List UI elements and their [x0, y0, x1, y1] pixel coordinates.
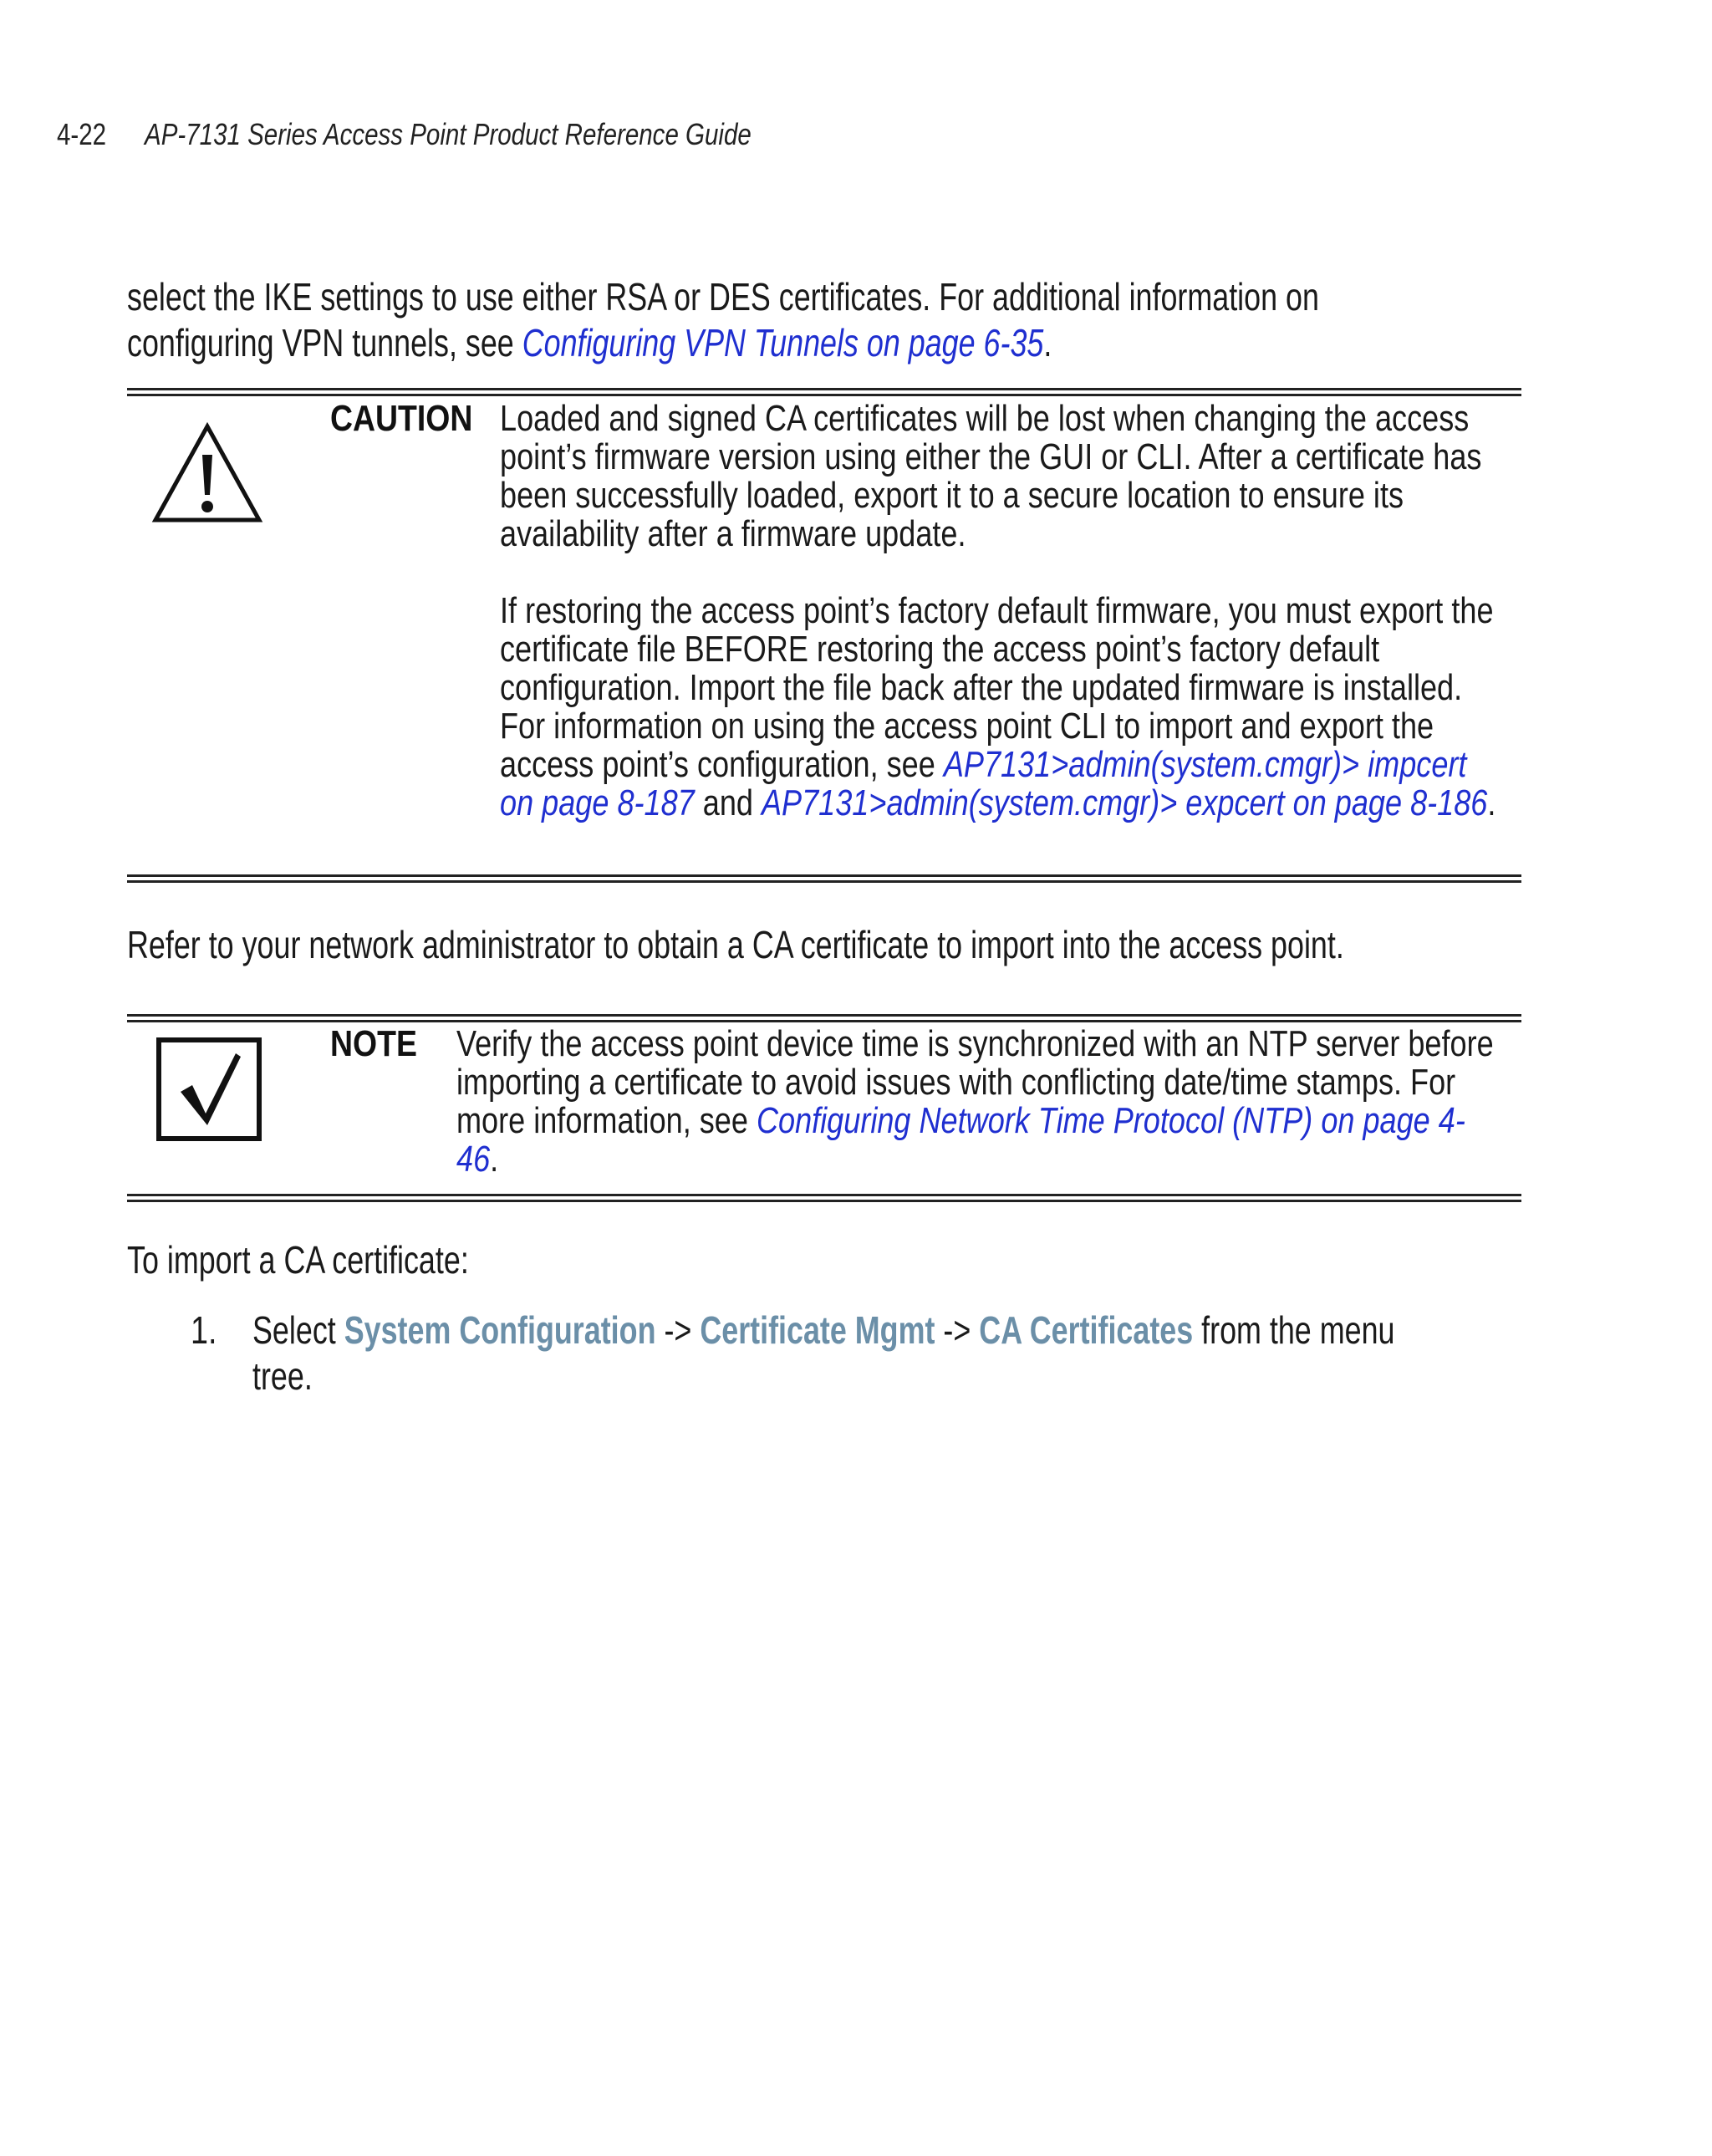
refer-paragraph: Refer to your network administrator to obtain a CA certificate to import into the access point.: [127, 923, 1344, 966]
note-end: .: [490, 1139, 499, 1180]
caution-bottom-rule: [127, 874, 1521, 883]
arrow-2: ->: [935, 1308, 980, 1352]
caution-paragraph-1: Loaded and signed CA certificates will be lost when changing the access point’s firmware version using either the GUI or CLI. After a certificate has been successfully loaded, export it to a secure location to ensure its availability after a firmware update.: [500, 398, 1482, 554]
checkmark-box-icon: [155, 1037, 262, 1142]
note-top-rule: [127, 1014, 1521, 1022]
step-1-text: [252, 1307, 1459, 1399]
page-header: [57, 117, 752, 152]
expcert-link[interactable]: AP7131>admin(system.cmgr)> expcert on page 8-186: [761, 782, 1488, 823]
menu-system-configuration: System Configuration: [344, 1308, 656, 1352]
menu-certificate-mgmt: Certificate Mgmt: [700, 1308, 935, 1352]
import-intro: To import a CA certificate:: [127, 1238, 469, 1282]
step-end: from the menu tree.: [252, 1308, 1395, 1398]
impcert-link[interactable]: AP7131>admin(system.cmgr)> impcert on page 8-187: [500, 744, 1467, 823]
step-select: Select: [252, 1308, 344, 1352]
intro-paragraph: [127, 274, 1464, 366]
menu-ca-certificates: CA Certificates: [979, 1308, 1194, 1352]
page-number: 4-22: [57, 117, 107, 151]
caution-and: and: [694, 782, 762, 823]
step-number: 1.: [191, 1308, 217, 1352]
note-text: Verify the access point device time is synchronized with an NTP server before importing a certificate to avoid issues with conflicting date/time stamps. For more information, see: [456, 1023, 1494, 1141]
note-label: NOTE: [330, 1023, 417, 1064]
caution-paragraph-2-text: If restoring the access point’s factory default firmware, you must export the certificate file BEFORE restoring the access point’s factory default configuration. Import the file back after the updated firmware is installed. For information on using the access point CLI to import and export the access point’s configuration, see: [500, 590, 1494, 785]
arrow-1: ->: [655, 1308, 701, 1352]
intro-text: select the IKE settings to use either RSA or DES certificates. For additional information on configuring VPN tunnels, see: [127, 275, 1319, 364]
intro-end: .: [1043, 321, 1052, 364]
caution-label: CAUTION: [330, 398, 473, 439]
caution-paragraph-2: [500, 592, 1501, 823]
guide-title: AP-7131 Series Access Point Product Reference Guide: [145, 117, 752, 151]
ntp-link[interactable]: Configuring Network Time Protocol (NTP) on page 4-46: [456, 1100, 1465, 1180]
caution-body: [500, 400, 1501, 823]
note-bottom-rule: [127, 1194, 1521, 1202]
note-body: [456, 1025, 1498, 1179]
vpn-tunnels-link[interactable]: Configuring VPN Tunnels on page 6-35: [522, 321, 1044, 364]
note-paragraph: [456, 1025, 1498, 1179]
caution-top-rule: [127, 388, 1521, 396]
caution-end: .: [1487, 782, 1496, 823]
warning-triangle-icon: [150, 421, 264, 525]
